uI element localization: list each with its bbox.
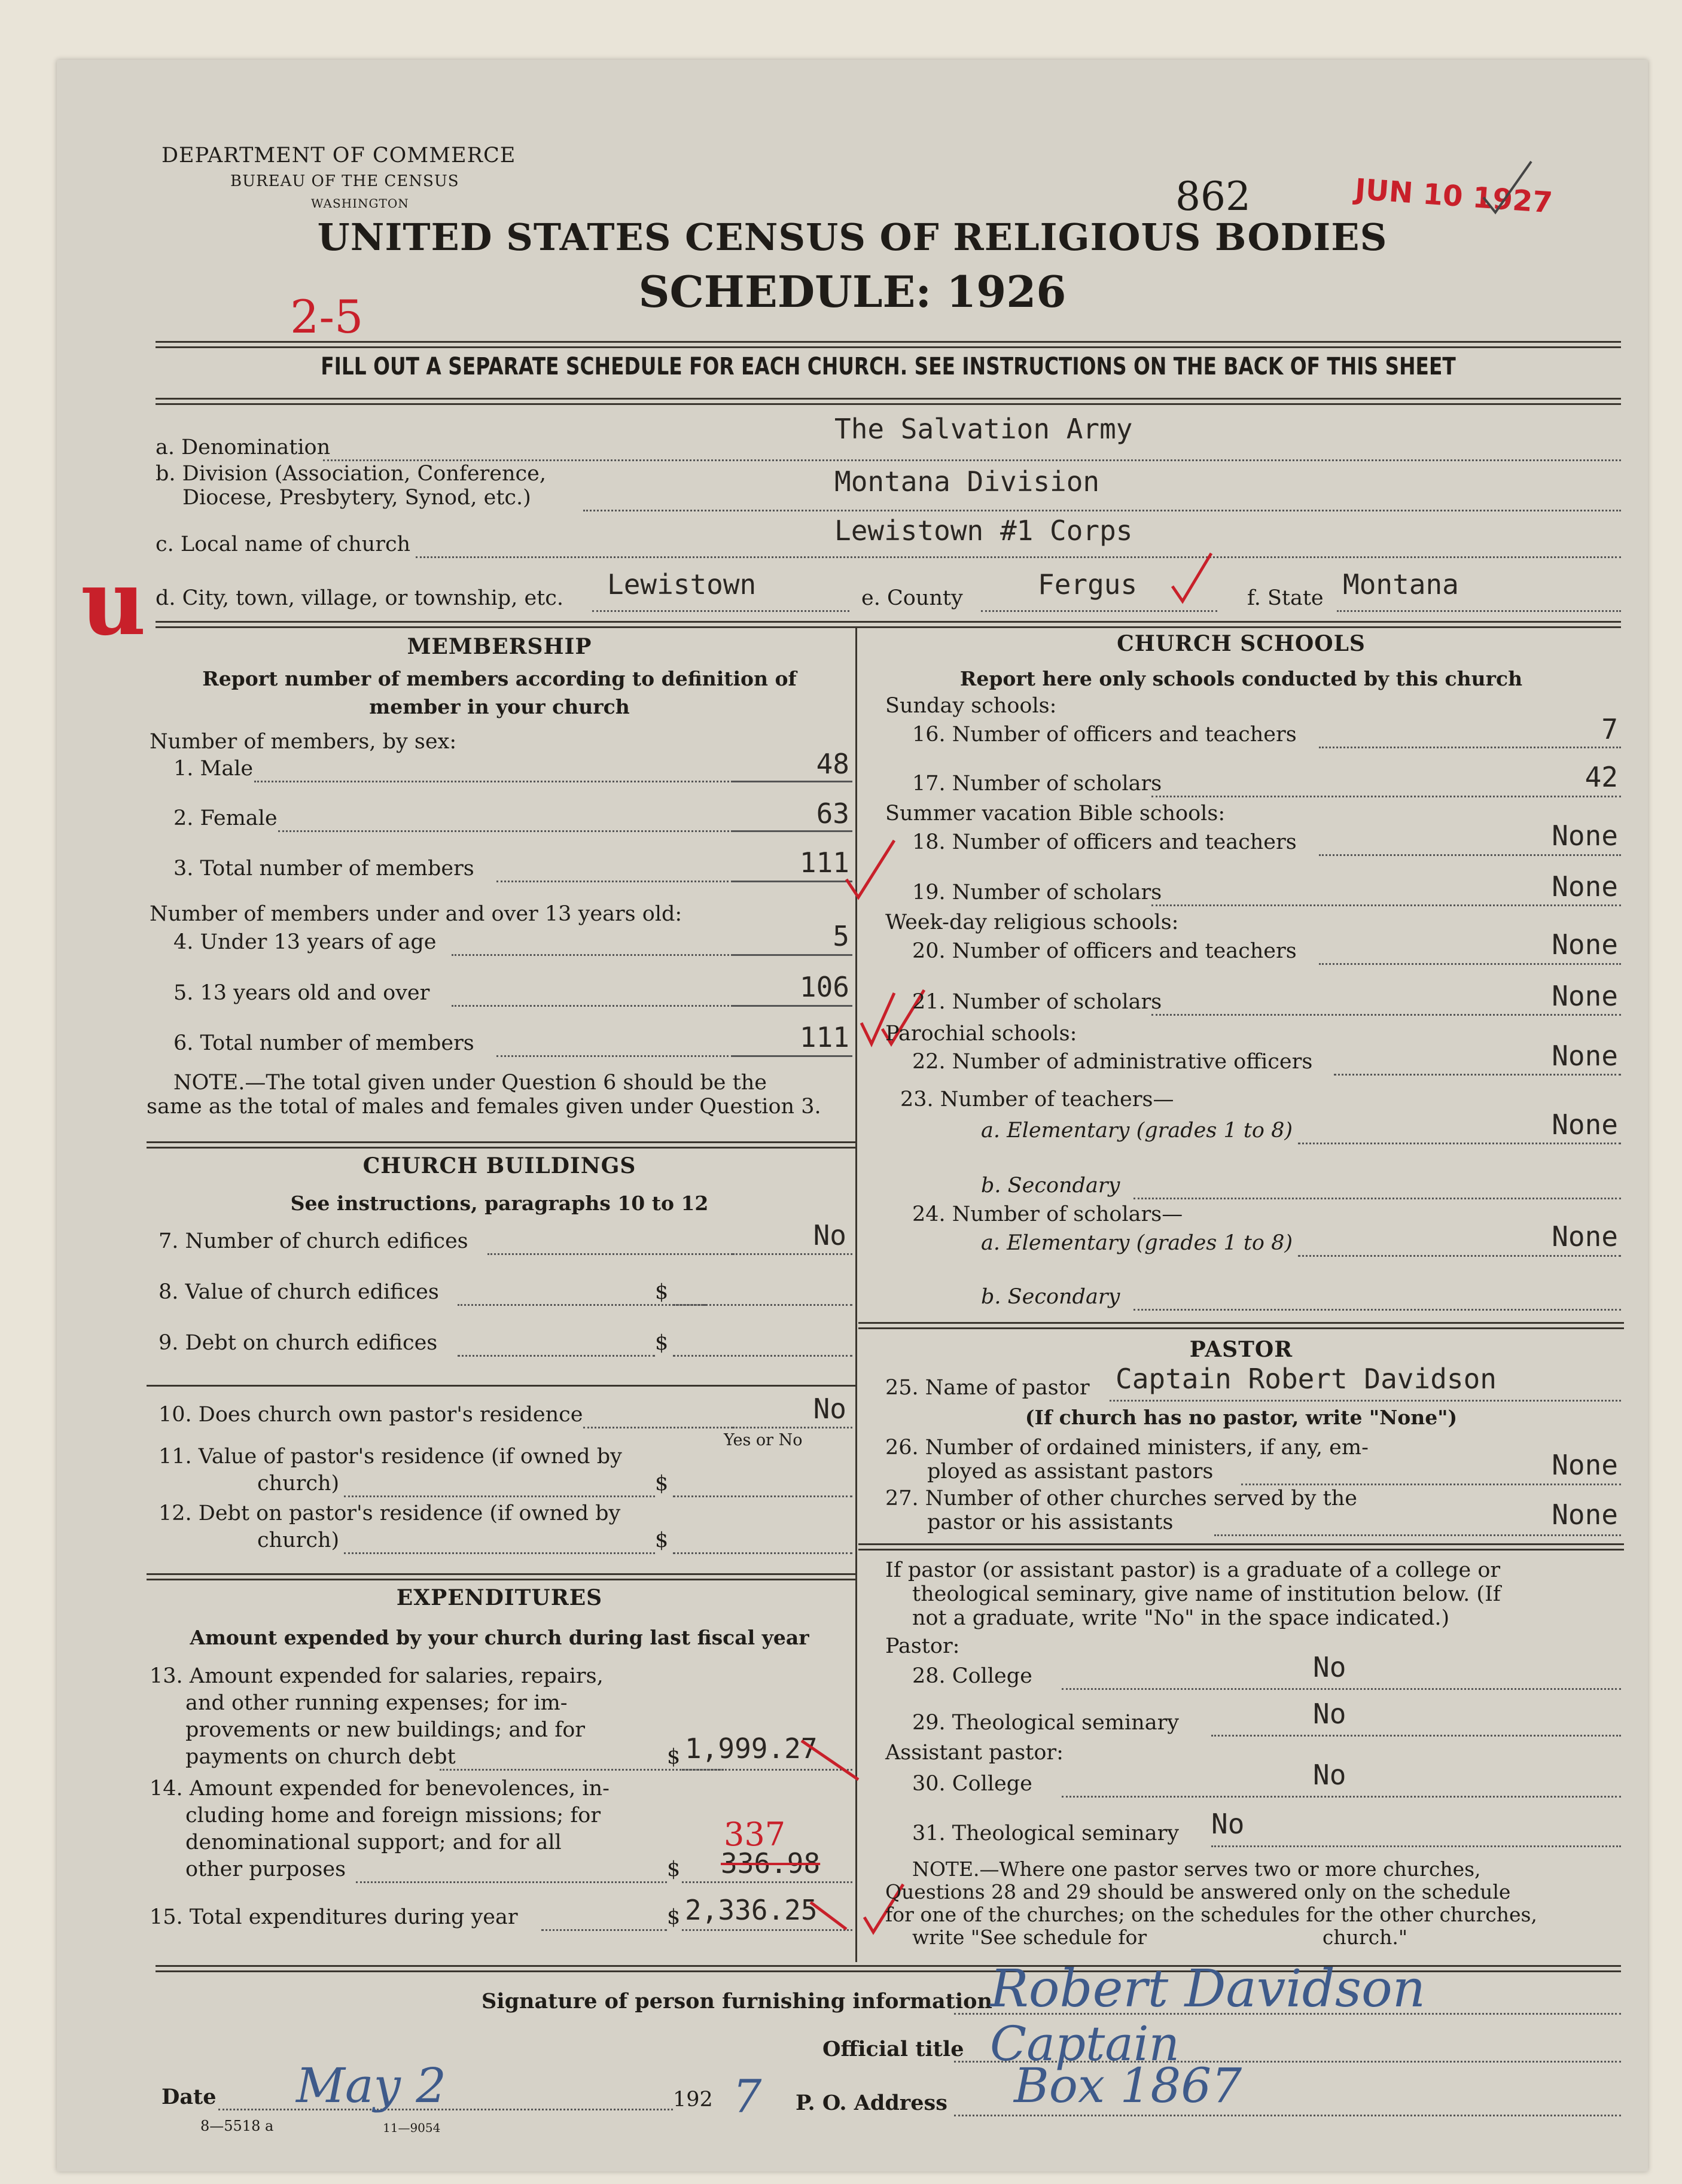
q11-line	[344, 1495, 655, 1497]
q4-line	[452, 954, 733, 956]
q10-label: 10. Does church own pastor's residence	[159, 1403, 583, 1427]
q20-line	[1319, 963, 1621, 965]
q13-line	[440, 1769, 724, 1771]
q17-line	[1151, 796, 1621, 797]
q31-line	[1211, 1845, 1621, 1847]
division-line	[583, 510, 1621, 511]
q2-label: 2. Female	[173, 806, 278, 830]
q27-value: None	[1552, 1498, 1618, 1531]
q13-label-2: and other running expenses; for im-	[185, 1691, 568, 1715]
q3-line	[496, 881, 733, 882]
year-digit: 7	[733, 2070, 762, 2123]
q4-value: 5	[833, 920, 849, 952]
state-label: f. State	[1247, 586, 1324, 610]
q19-label: 19. Number of scholars	[912, 881, 1162, 904]
year-prefix: 192	[673, 2088, 713, 2112]
schools-subtitle: Report here only schools conducted by this church	[959, 667, 1523, 690]
strike-mark-icon	[799, 1732, 864, 1786]
q28-line	[1062, 1688, 1621, 1690]
q29-value: No	[1313, 1698, 1346, 1730]
sunday-schools-label: Sunday schools:	[885, 694, 1057, 718]
county-label: e. County	[861, 586, 963, 610]
q12-label-2: church)	[257, 1528, 340, 1552]
q7-value: No	[813, 1219, 846, 1251]
q7-line	[487, 1253, 733, 1255]
expenditures-subtitle: Amount expended by your church during last fiscal year	[190, 1626, 809, 1649]
q10-line	[583, 1427, 733, 1428]
q30-value: No	[1313, 1759, 1346, 1791]
q18-line	[1319, 854, 1621, 856]
q22-label: 22. Number of administrative officers	[912, 1050, 1313, 1074]
q29-line	[1211, 1735, 1621, 1737]
q24a-line	[1298, 1255, 1621, 1257]
q26-label-2: ployed as assistant pastors	[927, 1460, 1214, 1484]
q25-line	[1110, 1400, 1621, 1402]
assistant-pastor-subheading: Assistant pastor:	[885, 1741, 1064, 1765]
q31-label: 31. Theological seminary	[912, 1821, 1180, 1845]
checkmark-icon	[1480, 156, 1534, 215]
pastor-divider	[858, 1543, 1624, 1551]
census-schedule-sheet	[57, 60, 1648, 2171]
pastor-note-3: for one of the churches; on the schedules for the other churches,	[885, 1903, 1537, 1926]
city-label: d. City, town, village, or township, etc.	[156, 586, 563, 610]
received-date-stamp: JUN 10 1927	[1354, 172, 1554, 220]
schedule-title: SCHEDULE: 1926	[638, 266, 1067, 317]
county-value: Fergus	[1038, 568, 1138, 601]
q12-line	[344, 1552, 655, 1554]
graduate-instructions-3: not a graduate, write "No" in the space indicated.)	[912, 1606, 1450, 1630]
q13-dollar: $	[667, 1745, 681, 1769]
q24a-value: None	[1552, 1220, 1618, 1253]
membership-heading: MEMBERSHIP	[407, 634, 592, 659]
q18-label: 18. Number of officers and teachers	[912, 830, 1297, 854]
q21-line	[1151, 1014, 1621, 1016]
q21-value: None	[1552, 980, 1618, 1012]
q5-value: 106	[799, 971, 849, 1003]
q31-value: No	[1211, 1808, 1245, 1840]
q24-label: 24. Number of scholars—	[912, 1202, 1183, 1226]
q3-label: 3. Total number of members	[173, 857, 474, 881]
q14-label-2: cluding home and foreign missions; for	[185, 1804, 601, 1827]
members-by-age-label: Number of members under and over 13 years old:	[150, 902, 682, 926]
q15-label: 15. Total expenditures during year	[150, 1905, 518, 1929]
membership-note-2: same as the total of males and females given under Question 3.	[147, 1095, 821, 1119]
q23a-label: a. Elementary (grades 1 to 8)	[981, 1119, 1293, 1143]
margin-annotation: u	[81, 550, 147, 656]
division-label-2: Diocese, Presbytery, Synod, etc.)	[182, 486, 531, 510]
local-name-line	[416, 556, 1621, 558]
q10-value: No	[813, 1393, 846, 1425]
strike-mark-icon	[805, 1890, 858, 1944]
q28-value: No	[1313, 1651, 1346, 1683]
q29-label: 29. Theological seminary	[912, 1711, 1180, 1735]
q14-correction: 337	[724, 1816, 786, 1853]
q30-label: 30. College	[912, 1772, 1032, 1796]
q14-dollar: $	[667, 1857, 681, 1881]
q18-value: None	[1552, 820, 1618, 852]
state-value: Montana	[1343, 568, 1459, 601]
q30-line	[1062, 1796, 1621, 1798]
county-line	[981, 610, 1217, 612]
po-address-label: P. O. Address	[796, 2091, 947, 2115]
annotation-2-5: 2-5	[290, 290, 364, 343]
q2-value: 63	[816, 797, 849, 830]
q26-label: 26. Number of ordained ministers, if any, em-	[885, 1436, 1369, 1460]
division-value: Montana Division	[834, 465, 1100, 498]
q6-line	[496, 1055, 733, 1057]
q2-answer-line	[733, 830, 852, 832]
q23-label: 23. Number of teachers—	[900, 1088, 1174, 1111]
q6-label: 6. Total number of members	[173, 1031, 474, 1055]
q24a-label: a. Elementary (grades 1 to 8)	[981, 1231, 1293, 1255]
division-label: b. Division (Association, Conference,	[156, 462, 546, 486]
banner-divider	[156, 398, 1621, 405]
form-title: UNITED STATES CENSUS OF RELIGIOUS BODIES	[317, 215, 1388, 259]
q6-value: 111	[799, 1021, 849, 1053]
q27-label: 27. Number of other churches served by the	[885, 1487, 1357, 1510]
q22-value: None	[1552, 1040, 1618, 1072]
q13-label-4: payments on church debt	[185, 1745, 456, 1769]
q1-value: 48	[816, 748, 849, 780]
q14-answer-line	[682, 1881, 852, 1883]
graduate-instructions-2: theological seminary, give name of institution below. (If	[912, 1582, 1501, 1606]
q10-answer-line	[733, 1427, 852, 1428]
q9-answer-line	[673, 1355, 852, 1357]
q1-line	[254, 781, 733, 782]
q13-value: 1,999.27	[685, 1732, 818, 1765]
q15-line	[541, 1929, 667, 1931]
buildings-heading: CHURCH BUILDINGS	[362, 1153, 636, 1178]
denomination-value: The Salvation Army	[834, 413, 1133, 445]
denomination-label: a. Denomination	[156, 435, 331, 459]
state-line	[1337, 610, 1621, 612]
q1-label: 1. Male	[173, 757, 254, 781]
identity-divider	[156, 621, 1621, 628]
pastor-subheading: Pastor:	[885, 1634, 960, 1658]
q21-label: 21. Number of scholars	[912, 990, 1162, 1014]
q26-line	[1241, 1484, 1621, 1485]
q16-value: 7	[1601, 713, 1618, 745]
header-divider	[156, 341, 1621, 348]
q7-answer-line	[733, 1253, 852, 1255]
date-value: May 2	[296, 2058, 447, 2113]
membership-intro: Report number of members according to definition of	[202, 667, 797, 690]
q23b-line	[1133, 1198, 1621, 1199]
q8-label: 8. Value of church edifices	[159, 1280, 439, 1304]
q9-line	[458, 1355, 655, 1357]
q9-dollar: $	[655, 1331, 669, 1355]
q11-answer-line	[673, 1495, 852, 1497]
print-number: 11—9054	[383, 2121, 441, 2135]
denomination-line	[323, 459, 1621, 461]
q6-answer-line	[733, 1055, 852, 1057]
buildings-divider	[147, 1573, 855, 1580]
q14-label-3: denominational support; and for all	[185, 1830, 562, 1854]
q17-label: 17. Number of scholars	[912, 772, 1162, 796]
local-name-value: Lewistown #1 Corps	[834, 514, 1133, 547]
q4-label: 4. Under 13 years of age	[173, 930, 437, 954]
schools-heading: CHURCH SCHOOLS	[1117, 631, 1366, 656]
q22-line	[1334, 1074, 1621, 1076]
q8-line	[458, 1304, 706, 1306]
q5-answer-line	[733, 1005, 852, 1007]
expenditures-heading: EXPENDITURES	[396, 1585, 603, 1610]
q20-value: None	[1552, 928, 1618, 961]
q7-label: 7. Number of church edifices	[159, 1229, 468, 1253]
po-address-line	[954, 2115, 1621, 2116]
q19-value: None	[1552, 870, 1618, 903]
official-title-label: Official title	[822, 2037, 964, 2061]
parochial-schools-label: Parochial schools:	[885, 1022, 1077, 1046]
q23a-line	[1298, 1143, 1621, 1144]
schedule-number: 862	[1175, 173, 1251, 220]
q25-value: Captain Robert Davidson	[1116, 1363, 1497, 1395]
checkmark-icon	[843, 837, 897, 903]
q5-line	[452, 1005, 733, 1007]
department-label: DEPARTMENT OF COMMERCE	[162, 144, 516, 167]
po-address-value: Box 1867	[1014, 2058, 1242, 2113]
date-label: Date	[162, 2085, 217, 2109]
q24b-label: b. Secondary	[981, 1285, 1120, 1309]
yes-no-hint: Yes or No	[724, 1431, 803, 1449]
weekday-schools-label: Week-day religious schools:	[885, 910, 1179, 934]
q24b-line	[1133, 1309, 1621, 1311]
pastor-note-4: write "See schedule for church."	[912, 1926, 1408, 1949]
q14-label-4: other purposes	[185, 1857, 346, 1881]
q23a-value: None	[1552, 1108, 1618, 1141]
city-value: Lewistown	[607, 568, 757, 601]
buildings-subtitle: See instructions, paragraphs 10 to 12	[290, 1192, 709, 1215]
pastor-note: NOTE.—Where one pastor serves two or more churches,	[912, 1857, 1481, 1881]
instruction-banner: FILL OUT A SEPARATE SCHEDULE FOR EACH CHURCH. SEE INSTRUCTIONS ON THE BACK OF THIS SHEET	[321, 353, 1456, 380]
q15-value: 2,336.25	[685, 1894, 818, 1926]
buildings-mid-divider	[147, 1385, 855, 1387]
q13-label: 13. Amount expended for salaries, repairs,	[150, 1664, 604, 1688]
city-line	[592, 610, 849, 612]
pastor-note-2: Questions 28 and 29 should be answered only on the schedule	[885, 1880, 1511, 1903]
q3-answer-line	[733, 881, 852, 882]
q19-line	[1151, 904, 1621, 906]
graduate-instructions: If pastor (or assistant pastor) is a graduate of a college or	[885, 1558, 1501, 1582]
schools-divider	[858, 1322, 1624, 1329]
q1-answer-line	[733, 781, 852, 782]
q11-label: 11. Value of pastor's residence (if owned by	[159, 1445, 622, 1469]
q20-label: 20. Number of officers and teachers	[912, 939, 1297, 963]
q14-value: 336.98	[721, 1847, 821, 1880]
q4-answer-line	[733, 954, 852, 956]
q2-line	[278, 830, 733, 832]
membership-intro-2: member in your church	[369, 695, 630, 718]
summer-schools-label: Summer vacation Bible schools:	[885, 802, 1226, 826]
official-title-value: Captain	[990, 2016, 1180, 2072]
pastor-heading: PASTOR	[1189, 1337, 1293, 1362]
q23b-label: b. Secondary	[981, 1174, 1120, 1198]
q26-value: None	[1552, 1449, 1618, 1481]
q9-label: 9. Debt on church edifices	[159, 1331, 438, 1355]
q13-label-3: provements or new buildings; and for	[185, 1718, 586, 1742]
q14-line	[356, 1881, 667, 1883]
q11-dollar: $	[655, 1472, 669, 1495]
q8-answer-line	[673, 1304, 852, 1306]
q27-label-2: pastor or his assistants	[927, 1510, 1174, 1534]
q8-dollar: $	[655, 1280, 669, 1304]
q25-label: 25. Name of pastor	[885, 1376, 1090, 1400]
q15-dollar: $	[667, 1905, 681, 1929]
membership-note: NOTE.—The total given under Question 6 should be the	[173, 1071, 767, 1095]
signature-value: Robert Davidson	[990, 1959, 1426, 2019]
q27-line	[1214, 1534, 1621, 1536]
q17-value: 42	[1585, 761, 1618, 793]
q16-label: 16. Number of officers and teachers	[912, 723, 1297, 747]
q11-label-2: church)	[257, 1472, 340, 1495]
q28-label: 28. College	[912, 1664, 1032, 1688]
form-number: 8—5518 a	[200, 2118, 274, 2134]
city-label: WASHINGTON	[311, 196, 409, 211]
membership-divider	[147, 1141, 855, 1149]
q3-value: 111	[799, 846, 849, 879]
q16-line	[1319, 747, 1621, 748]
checkmark-icon	[1169, 550, 1217, 604]
q5-label: 5. 13 years old and over	[173, 981, 430, 1005]
q14-label: 14. Amount expended for benevolences, in-	[150, 1777, 610, 1801]
bureau-label: BUREAU OF THE CENSUS	[230, 172, 459, 190]
members-by-sex-label: Number of members, by sex:	[150, 730, 457, 754]
q12-dollar: $	[655, 1528, 669, 1552]
signature-label: Signature of person furnishing information	[482, 1989, 992, 2014]
q12-answer-line	[673, 1552, 852, 1554]
q12-label: 12. Debt on pastor's residence (if owned by	[159, 1501, 621, 1525]
q25-note: (If church has no pastor, write "None")	[1025, 1406, 1458, 1429]
local-name-label: c. Local name of church	[156, 532, 411, 556]
